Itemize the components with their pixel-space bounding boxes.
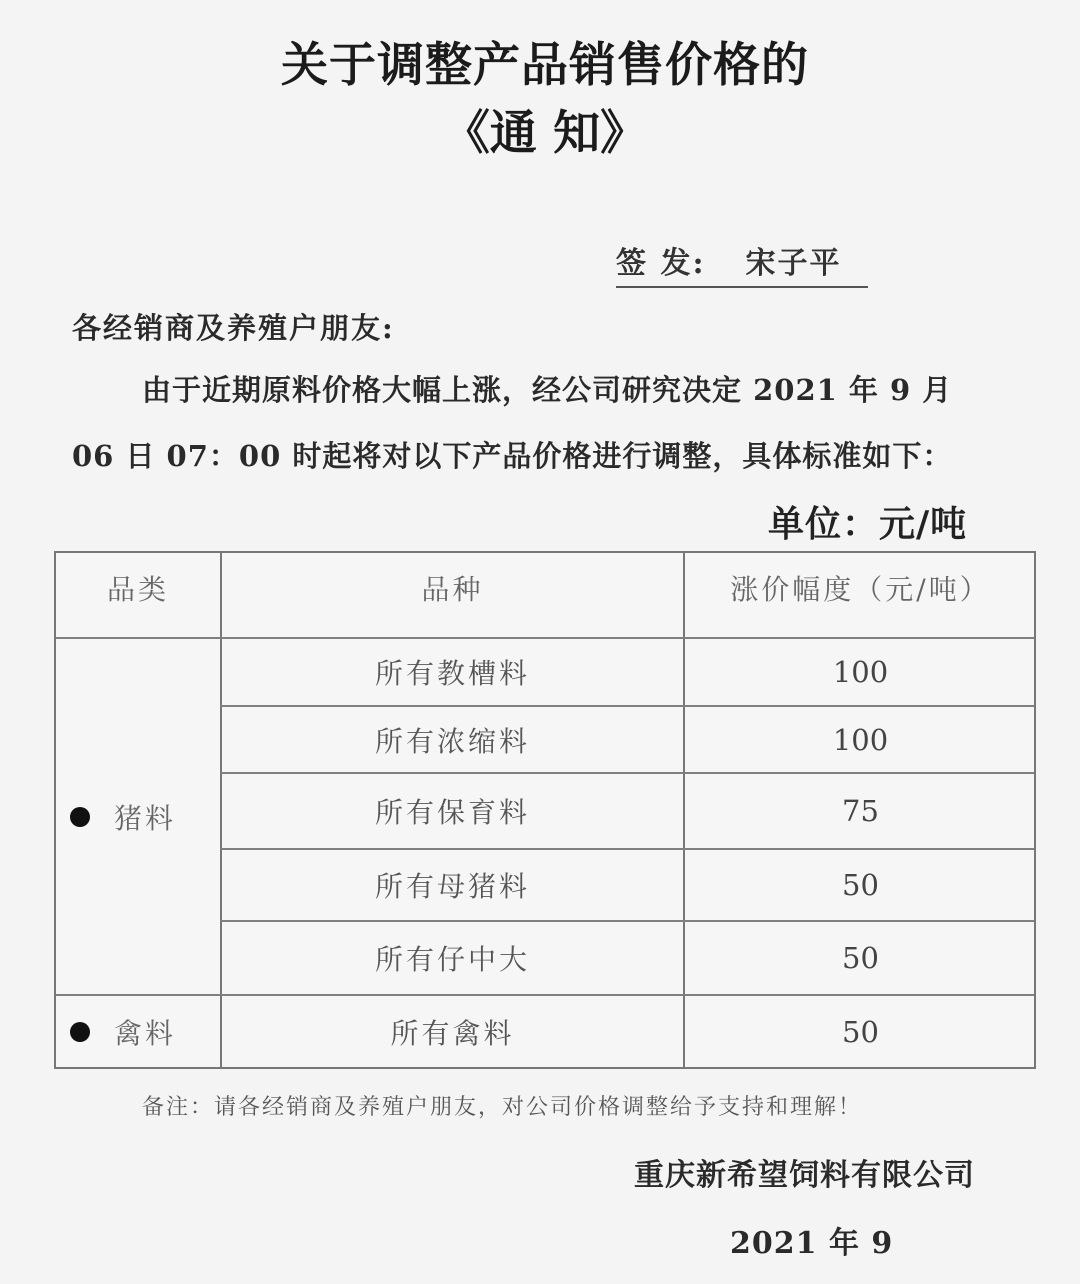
header-variety: 品种 [421, 573, 484, 606]
category-name: 猪料 [114, 801, 177, 835]
variety-cell: 所有仔中大 [374, 943, 530, 976]
variety-cell: 所有浓缩料 [374, 724, 530, 758]
document-title: 关于调整产品销售价格的 [281, 38, 809, 93]
category-pig-feed [70, 639, 176, 994]
increase-cell: 50 [842, 941, 879, 975]
signer-line [616, 238, 868, 288]
issue-date: 2021 年 9 [730, 1226, 894, 1261]
increase-cell: 50 [842, 1014, 879, 1049]
greeting: 各经销商及养殖户朋友: [72, 311, 395, 345]
increase-cell: 100 [832, 722, 889, 757]
price-adjustment-table [54, 551, 1036, 1069]
variety-cell: 所有保育料 [374, 796, 530, 829]
remark-note: 备注：请各经销商及养殖户朋友，对公司价格调整给予支持和理解！ [142, 1095, 863, 1120]
increase-cell: 75 [842, 794, 879, 828]
document-subtitle: 《通 知》 [442, 106, 648, 161]
company-name: 重庆新希望饲料有限公司 [634, 1158, 975, 1193]
increase-cell: 100 [832, 655, 889, 689]
unit-label: 单位：元/吨 [768, 504, 968, 545]
variety-cell: 所有母猪料 [374, 870, 530, 903]
variety-cell: 所有禽料 [390, 1016, 515, 1050]
header-increase: 涨价幅度（元/吨） [730, 573, 991, 606]
paragraph-line-2: 06 日 07：00 时起将对以下产品价格进行调整，具体标准如下： [72, 439, 953, 473]
bullet-icon [70, 1022, 90, 1042]
signer-name: 宋子平 [745, 246, 842, 281]
variety-cell: 所有教槽料 [374, 657, 530, 690]
signer-label: 签 发: [616, 246, 706, 281]
category-name: 禽料 [114, 1016, 177, 1050]
header-category: 品类 [106, 573, 169, 606]
increase-cell: 50 [842, 868, 879, 902]
bullet-icon [70, 807, 90, 827]
category-poultry-feed [70, 996, 176, 1067]
paragraph-line-1: 由于近期原料价格大幅上涨，经公司研究决定 2021 年 9 月 [142, 373, 953, 407]
